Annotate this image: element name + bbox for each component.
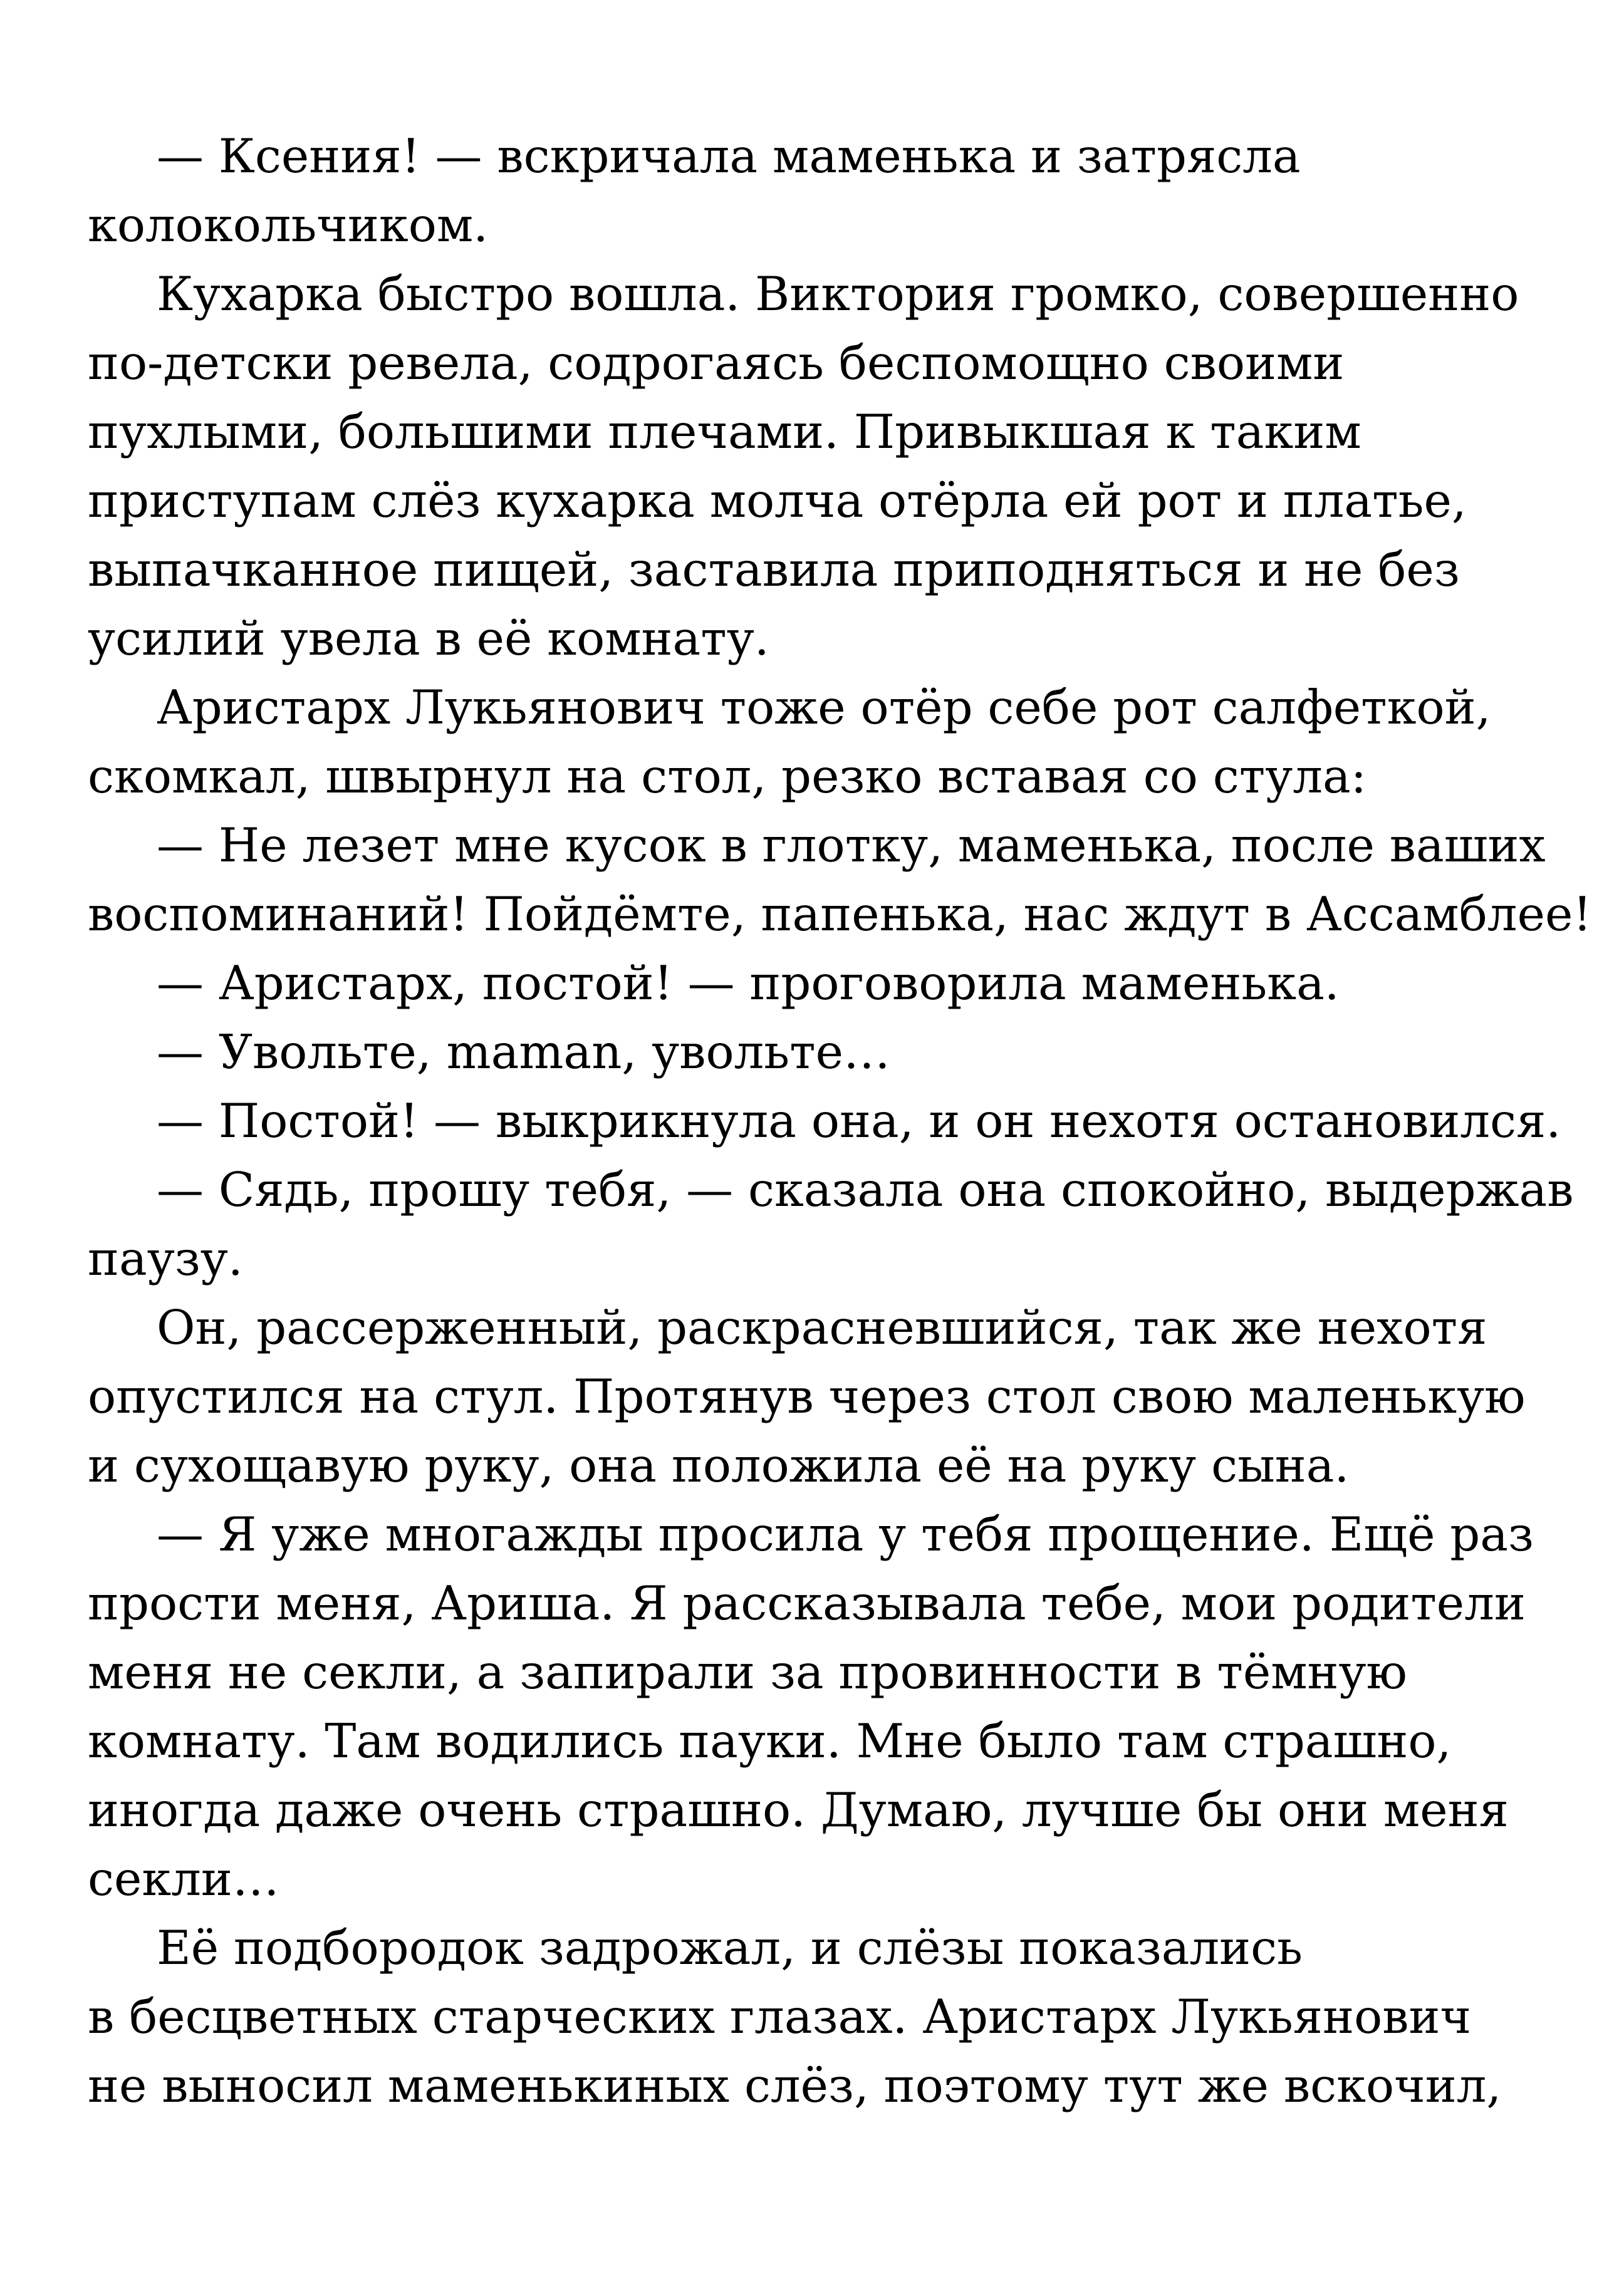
text-line-23: меня не секли, а запирали за провинности в тёмную xyxy=(88,1644,1407,1700)
text-line-28: в бесцветных старческих глазах. Аристарх Лукьянович xyxy=(88,1989,1472,2044)
text-line-16: — Сядь, прошу тебя, — сказала она спокойно, выдержав xyxy=(157,1162,1574,1217)
text-line-27: Её подбородок задрожал, и слёзы показались xyxy=(157,1920,1303,1975)
text-line-2: колокольчиком. xyxy=(88,197,489,252)
text-line-18: Он, рассерженный, раскрасневшийся, так же нехотя xyxy=(157,1300,1487,1355)
text-line-13: — Аристарх, постой! — проговорила маменька. xyxy=(157,955,1340,1010)
text-line-11: — Не лезет мне кусок в глотку, маменька, после ваших xyxy=(157,818,1546,873)
text-line-19: опустился на стул. Протянув через стол свою маленькую xyxy=(88,1369,1526,1424)
text-line-15: — Постой! — выкрикнула она, и он нехотя остановился. xyxy=(157,1093,1561,1148)
text-line-17: паузу. xyxy=(88,1231,243,1286)
text-line-29: не выносил маменькиных слёз, поэтому тут же вскочил, xyxy=(88,2058,1502,2113)
text-line-9: Аристарх Лукьянович тоже отёр себе рот салфеткой, xyxy=(157,680,1491,735)
text-line-24: комнату. Там водились пауки. Мне было там страшно, xyxy=(88,1713,1452,1769)
text-line-4: по-детски ревела, содрогаясь беспомощно своими xyxy=(88,335,1345,390)
text-line-12: воспоминаний! Пойдёмте, папенька, нас ждут в Ассамблее! xyxy=(88,886,1592,942)
text-line-3: Кухарка быстро вошла. Виктория громко, совершенно xyxy=(157,266,1519,321)
text-line-14: — Увольте, maman, увольте… xyxy=(157,1024,890,1079)
page-text-block xyxy=(88,122,1592,2120)
text-line-20: и сухощавую руку, она положила её на руку сына. xyxy=(88,1438,1350,1493)
text-line-1: — Ксения! — вскричала маменька и затрясла xyxy=(157,128,1301,184)
text-line-7: выпачканное пищей, заставила приподняться и не без xyxy=(88,542,1460,597)
text-line-26: секли… xyxy=(88,1851,279,1906)
text-line-25: иногда даже очень страшно. Думаю, лучше бы они меня xyxy=(88,1782,1509,1837)
text-line-21: — Я уже многажды просила у тебя прощение. Ещё раз xyxy=(157,1507,1534,1562)
text-line-22: прости меня, Ариша. Я рассказывала тебе, мои родители xyxy=(88,1576,1526,1631)
text-line-8: усилий увела в её комнату. xyxy=(88,611,769,666)
text-line-10: скомкал, швырнул на стол, резко вставая со стула: xyxy=(88,749,1367,804)
text-line-5: пухлыми, большими плечами. Привыкшая к таким xyxy=(88,404,1361,459)
text-line-6: приступам слёз кухарка молча отёрла ей рот и платье, xyxy=(88,473,1467,528)
